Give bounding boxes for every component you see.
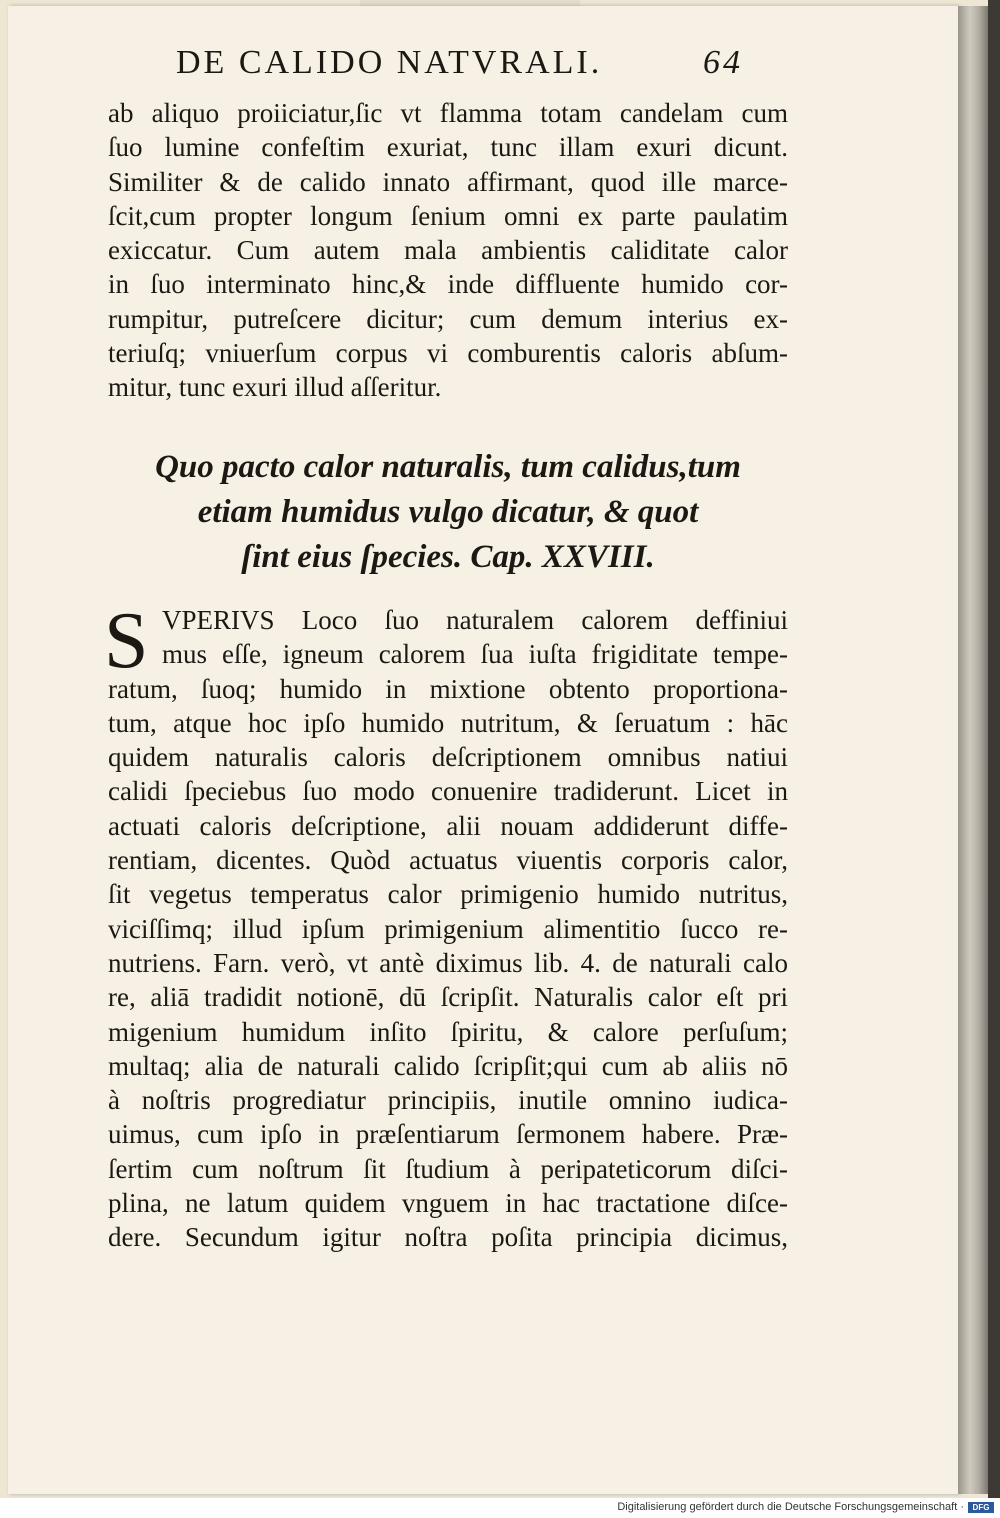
text-line: migenium humidum inſito ſpiritu, & calore perſuſum; <box>108 1016 788 1047</box>
paragraph-1 <box>108 96 788 405</box>
text-line: teriuſq; vniuerſum corpus vi comburentis caloris abſum- <box>108 338 788 369</box>
text-line: in ſuo interminato hinc,& inde diffluente humido cor- <box>108 269 788 300</box>
text-line: ſcit,cum propter longum ſenium omni ex parte paulatim <box>108 200 788 231</box>
text-line: dere. Secundum igitur noſtra poſita principia dicimus, <box>108 1222 788 1253</box>
page-number: 64 <box>703 44 743 81</box>
text-line: re, aliā tradidit notionē, dū ſcripſit. Naturalis calor eſt pri <box>108 982 788 1013</box>
title-line: ſint eius ſpecies. Cap. XXVIII. <box>241 539 655 575</box>
text-line: rentiam, dicentes. Quòd actuatus viuentis corporis calor, <box>108 845 788 876</box>
paragraph-2 <box>108 603 788 1255</box>
page-edge <box>958 6 988 1494</box>
text-line: uimus, cum ipſo in præſentiarum ſermonem habere. Præ- <box>108 1119 788 1150</box>
text-line: ratum, ſuoq; humido in mixtione obtento proportiona- <box>108 673 788 704</box>
text-line: rumpitur, putreſcere dicitur; cum demum interius ex- <box>108 303 788 334</box>
chapter-title <box>108 445 788 580</box>
text-line: actuati caloris deſcriptione, alii nouam addiderunt diffe- <box>108 810 788 841</box>
running-title: DE CALIDO NATVRALI. <box>176 44 603 81</box>
running-header <box>108 44 788 90</box>
text-line: ſertim cum noſtrum ſit ſtudium à peripateticorum diſci- <box>108 1153 788 1184</box>
text-line: Similiter & de calido innato affirmant, quod ille marce- <box>108 166 788 197</box>
text-line: ſuo lumine confeſtim exuriat, tunc illam exuri dicunt. <box>108 132 788 163</box>
text-line: tum, atque hoc ipſo humido nutritum, & ſeruatum : hāc <box>108 707 788 738</box>
text-line: ab aliquo proiiciatur,ſic vt flamma totam candelam cum <box>108 98 788 128</box>
text-line: ſit vegetus temperatus calor primigenio humido nutritus, <box>108 879 788 910</box>
text-line: exiccatur. Cum autem mala ambientis caliditate calor <box>108 235 788 266</box>
drop-cap: S <box>104 597 149 685</box>
title-line: Quo pacto calor naturalis, tum calidus,tum <box>155 449 741 485</box>
text-line: mus eſſe, igneum calorem ſua iuſta frigiditate tempe- <box>162 639 788 670</box>
text-line: mitur, tunc exuri illud aſſeritur. <box>108 372 442 403</box>
digitization-footer <box>0 1498 1000 1518</box>
book-edge <box>988 0 1000 1498</box>
dfg-logo: DFG <box>968 1502 994 1513</box>
funding-credit: Digitalisierung gefördert durch die Deutsche Forschungsgemeinschaft · <box>617 1501 964 1513</box>
text-line: nutriens. Farn. verò, vt antè diximus lib. 4. de naturali calo <box>108 947 788 978</box>
text-line: calidi ſpeciebus ſuo modo conuenire tradiderunt. Licet in <box>108 776 788 807</box>
title-line: etiam humidus vulgo dicatur, & quot <box>197 494 699 530</box>
text-line: viciſſimq; illud ipſum primigenium alimentitio ſucco re- <box>108 913 788 944</box>
text-line: à noſtris progrediatur principiis, inutile omnino iudica- <box>108 1085 788 1116</box>
text-line: plina, ne latum quidem vnguem in hac tractatione diſce- <box>108 1188 788 1219</box>
text-line: quidem naturalis caloris deſcriptionem omnibus natiui <box>108 742 788 773</box>
text-line: VPERIVS Loco ſuo naturalem calorem deffiniui <box>162 605 788 635</box>
text-line: multaq; alia de naturali calido ſcripſit;qui cum ab aliis nō <box>108 1050 788 1081</box>
